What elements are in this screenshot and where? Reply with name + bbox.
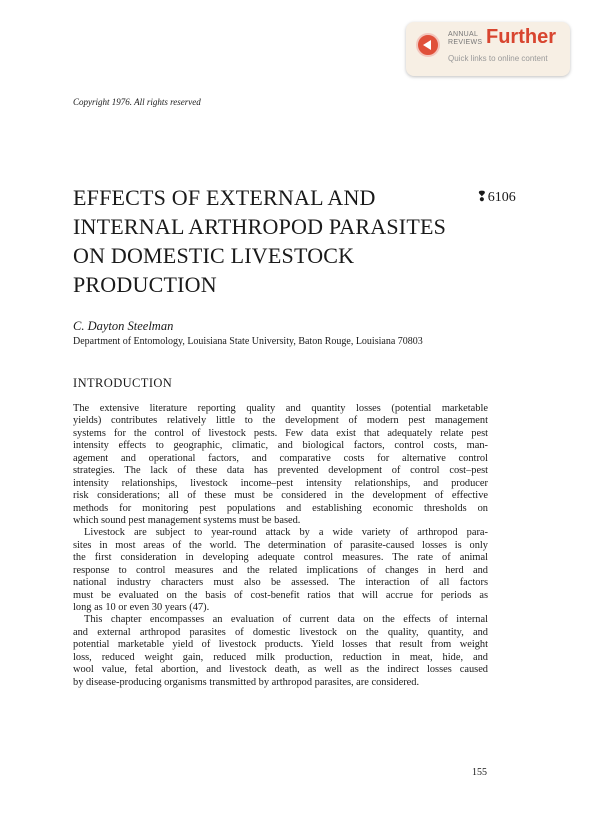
body-line: must be evaluated on the basis of cost-benefit ratios that will accrue for periods as bbox=[73, 589, 488, 601]
body-line: the first consideration in developing adequate control measures. The rate of animal bbox=[73, 552, 488, 564]
body-line: agement and operational factors, and comparative costs for alternative control bbox=[73, 452, 488, 464]
body-line: loss, reduced weight gain, reduced milk production, reduction in meat, hide, and bbox=[73, 651, 488, 663]
body-line: wool value, fetal abortion, and livestock death, as well as the indirect losses caused bbox=[73, 664, 488, 676]
copyright-notice: Copyright 1976. All rights reserved bbox=[73, 97, 201, 107]
article-code: ❢6106 bbox=[476, 190, 516, 205]
body-line: and external arthropod parasites of domestic livestock on the quality, quantity, and bbox=[73, 626, 488, 638]
body-line: long as 10 or even 30 years (47). bbox=[73, 602, 210, 613]
body-line: systems for the control of livestock pests. Few data exist that adequately relate pest bbox=[73, 427, 488, 439]
body-line: sites in most areas of the world. The determination of parasite-caused losses is only bbox=[73, 539, 488, 551]
body-line: risk considerations; all of these must be considered in the development of effective bbox=[73, 490, 488, 502]
body-line: potential marketable yield of livestock products. Yield losses that result from weight bbox=[73, 639, 488, 651]
body-line: yields) contributes relatively little to the development of modern pest management bbox=[73, 415, 488, 427]
author-affiliation: Department of Entomology, Louisiana State University, Baton Rouge, Louisiana 70803 bbox=[73, 336, 423, 347]
back-arrow-icon bbox=[416, 33, 440, 57]
body-line: strategies. The lack of these data has prevented development of control cost–pest bbox=[73, 465, 488, 477]
body-line: The extensive literature reporting quality and quantity losses (potential marketable bbox=[73, 403, 488, 414]
badge-quick-links: Quick links to online content bbox=[448, 54, 548, 63]
body-line: response to control measures and the related implications of changes in herd and bbox=[73, 564, 488, 576]
body-line: This chapter encompasses an evaluation of current data on the effects of internal bbox=[84, 614, 488, 626]
section-heading: INTRODUCTION bbox=[73, 376, 173, 390]
body-text bbox=[73, 403, 488, 689]
body-line: by disease-producing organisms transmitted by arthropod parasites, are considered. bbox=[73, 676, 420, 688]
body-line: national industry characters must also be assessed. The interaction of all factors bbox=[73, 577, 488, 589]
badge-further-label: Further bbox=[486, 26, 556, 48]
author-name: C. Dayton Steelman bbox=[73, 319, 174, 333]
page-number: 155 bbox=[472, 767, 487, 778]
annual-reviews-further-badge[interactable] bbox=[406, 22, 570, 76]
body-line: methods for monitoring pest populations and establishing economic thresholds on bbox=[73, 502, 488, 514]
body-line: intensity effects to geographic, climatic, and biological factors, control costs, man- bbox=[73, 440, 488, 452]
body-line: Livestock are subject to year-round attack by a wide variety of arthropod para- bbox=[84, 527, 488, 539]
article-title: EFFECTS OF EXTERNAL AND INTERNAL ARTHROPOD PARASITES ON DOMESTIC LIVESTOCK PRODUCTION bbox=[73, 185, 447, 297]
badge-publisher: ANNUAL REVIEWS bbox=[448, 31, 483, 46]
body-line: which sound pest management systems must be based. bbox=[73, 514, 301, 526]
body-line: intensity relationships, livestock income–pest intensity relationships, and producer bbox=[73, 477, 488, 489]
